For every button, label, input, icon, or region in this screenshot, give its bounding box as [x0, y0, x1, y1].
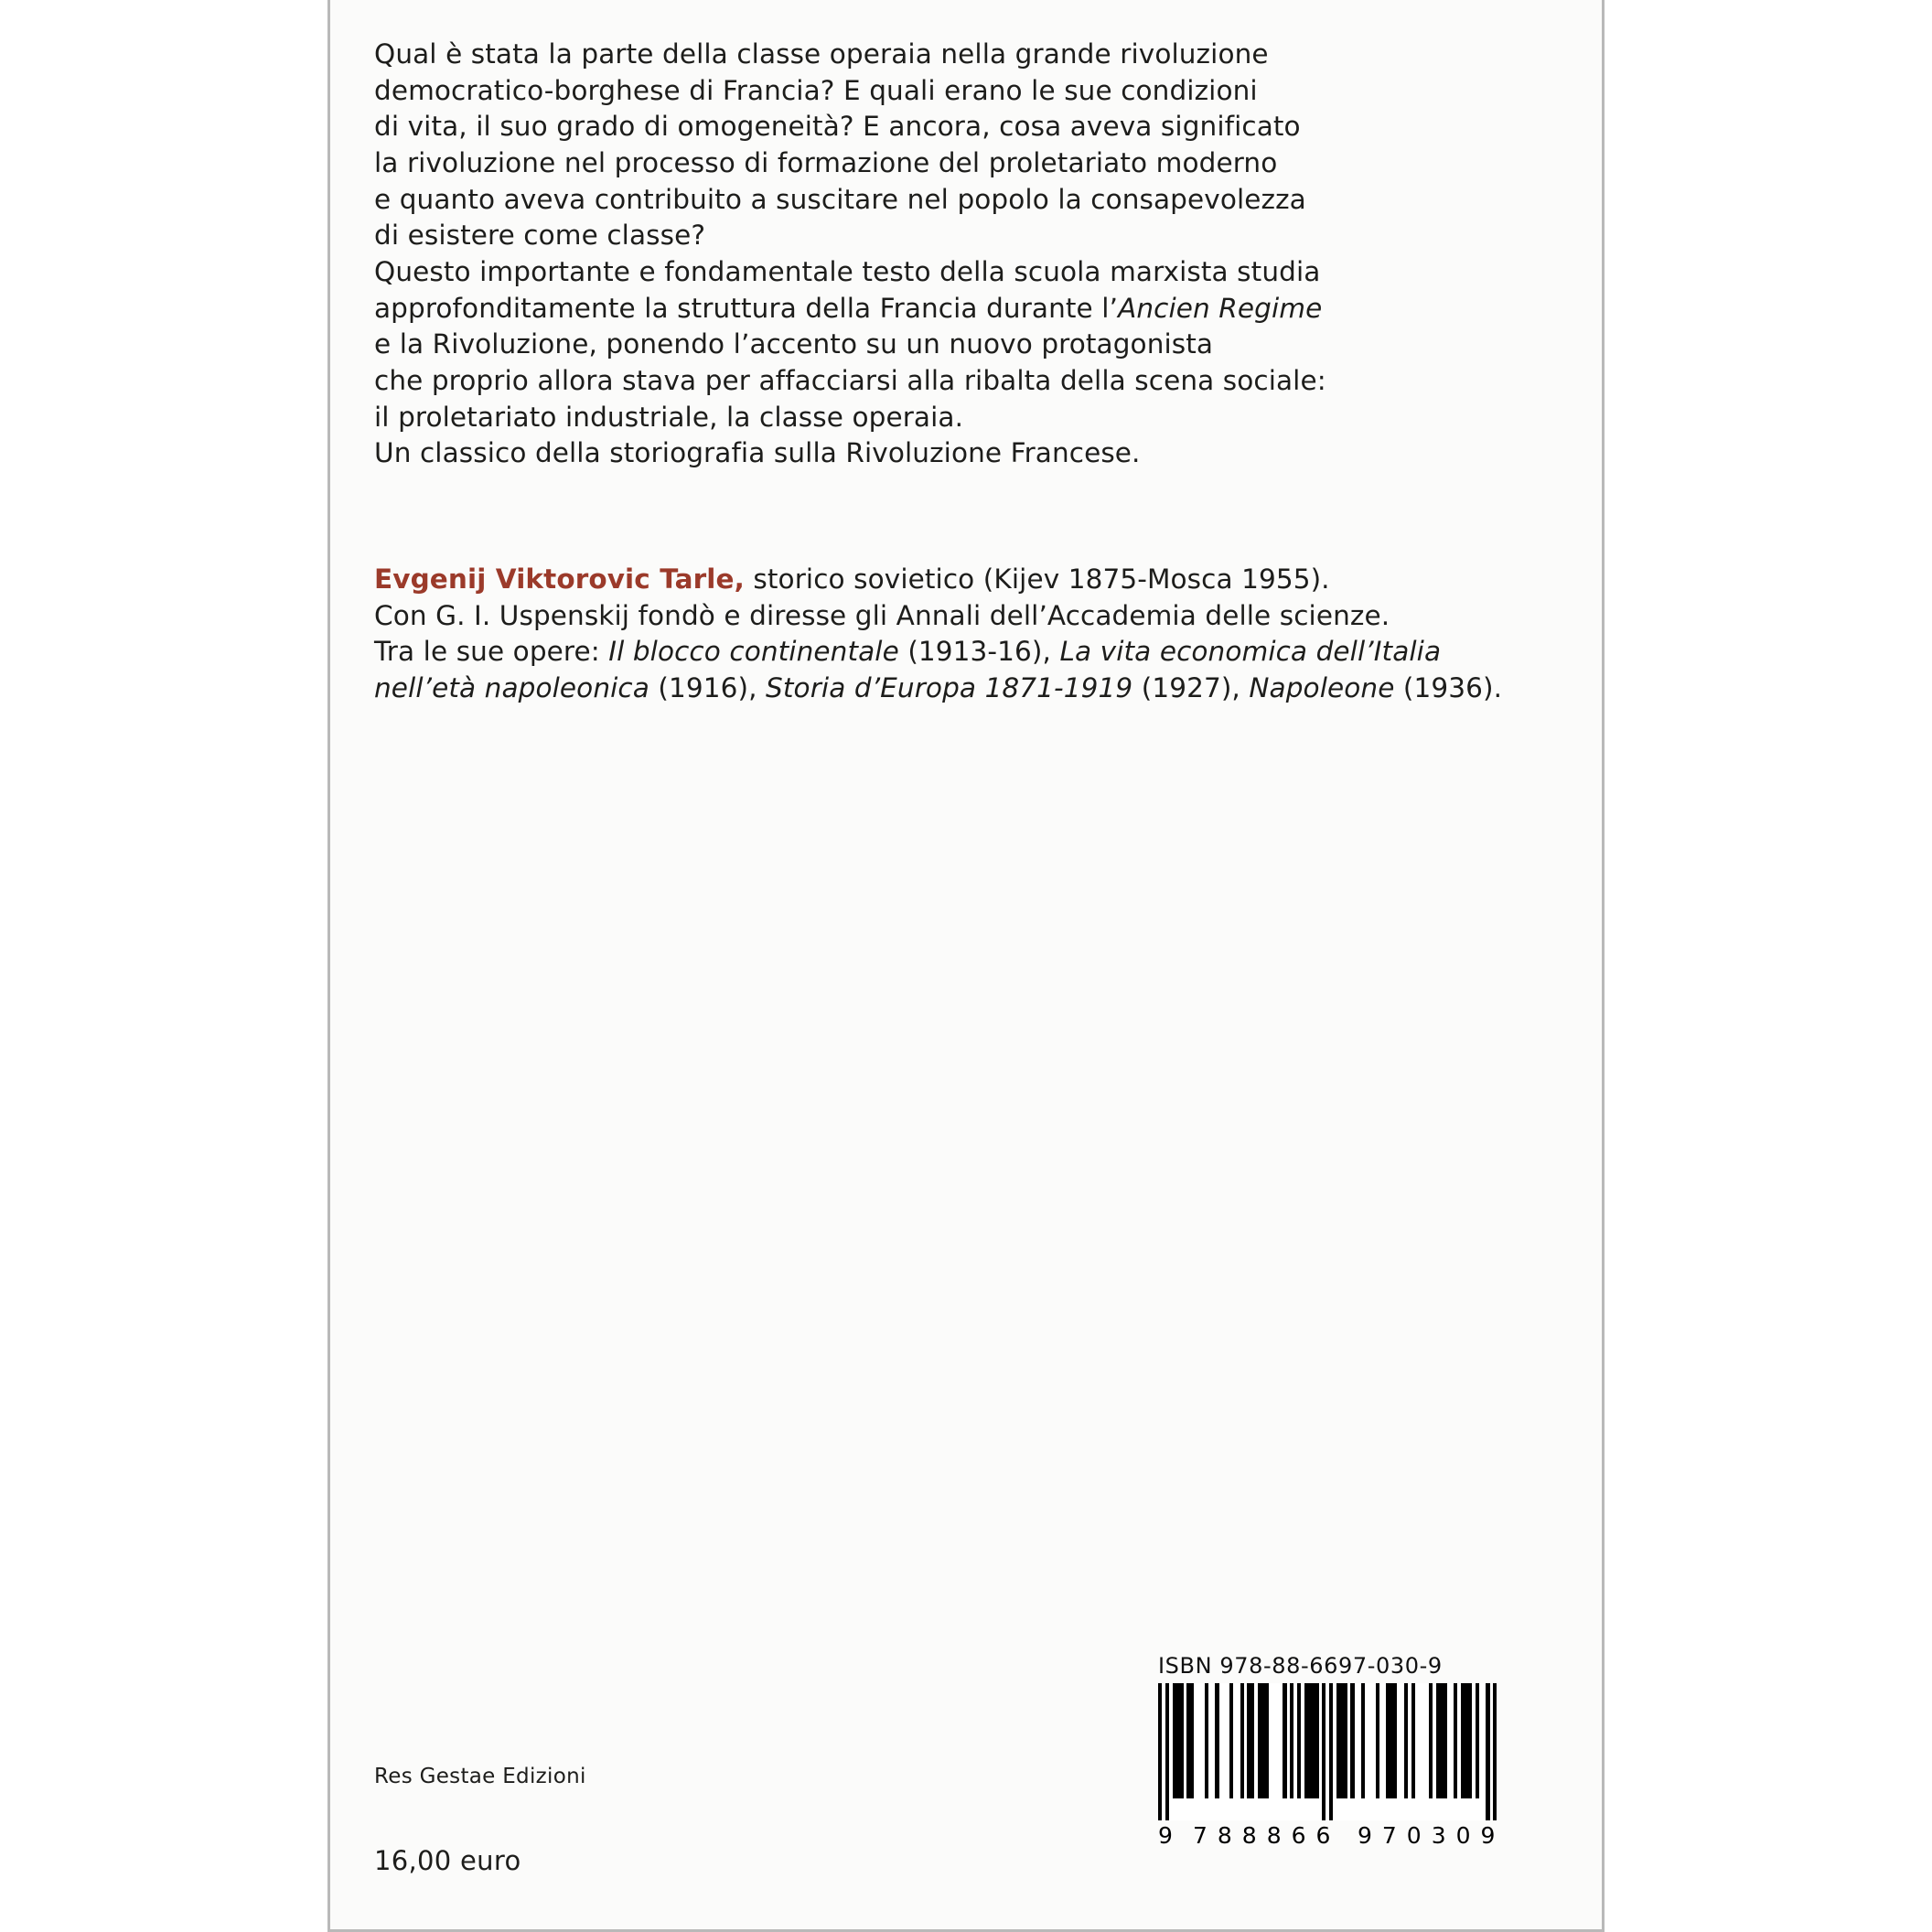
blurb-line: il proletariato industriale, la classe operaia. [374, 401, 964, 433]
author-descriptor: storico sovietico (Kijev 1875-Mosca 1955). [744, 564, 1330, 596]
blurb-line: di esistere come classe? [374, 220, 706, 252]
bio-line-author [374, 562, 1565, 598]
book-back-cover [327, 0, 1605, 1932]
bio-line-works-2 [374, 671, 1565, 707]
blurb-line: che proprio allora stava per affacciarsi alla ribalta della scena sociale: [374, 365, 1326, 397]
author-bio-block [374, 562, 1565, 707]
barcode-digit-lead: 9 [1158, 1822, 1173, 1849]
blurb-line-text: approfonditamente la struttura della Francia durante l’ [374, 292, 1119, 324]
author-name: Evgenij Viktorovic Tarle, [374, 564, 745, 596]
bio-line-annals: Con G. I. Uspenskij fondò e diresse gli Annali dell’Accademia delle scienze. [374, 599, 1390, 631]
bio-line-works-1 [374, 634, 1565, 671]
barcode-digits [1158, 1822, 1506, 1850]
work-date-4: (1927), [1132, 672, 1250, 704]
work-title-2: La vita economica dell’Italia [1059, 636, 1442, 668]
price-label: 16,00 euro [374, 1845, 521, 1876]
work-title-5: Napoleone [1249, 672, 1395, 704]
work-title-3: nell’età napoleonica [374, 672, 649, 704]
blurb-line: la rivoluzione nel processo di formazione del proletariato moderno [374, 147, 1278, 179]
blurb-line: e quanto aveva contribuito a suscitare nel popolo la consapevolezza [374, 183, 1306, 215]
work-date-3: (1916), [649, 672, 767, 704]
blurb-line: e la Rivoluzione, ponendo l’accento su un nuovo protagonista [374, 328, 1214, 360]
blurb-line: Questo importante e fondamentale testo della scuola marxista studia [374, 256, 1321, 288]
work-title-4: Storia d’Europa 1871-1919 [766, 672, 1133, 704]
blurb-line: Un classico della storiografia sulla Rivoluzione Francese. [374, 437, 1141, 469]
blurb-line: Qual è stata la parte della classe operaia nella grande rivoluzione [374, 38, 1269, 70]
blurb-line: democratico-borghese di Francia? E quali erano le sue condizioni [374, 74, 1258, 106]
barcode-digit-group-1: 788866 [1193, 1822, 1341, 1849]
blurb-paragraph [374, 37, 1565, 472]
work-date-5: (1936). [1394, 672, 1503, 704]
works-prefix: Tra le sue opere: [374, 636, 609, 668]
barcode-bars [1158, 1683, 1497, 1820]
work-title-1: Il blocco continentale [608, 636, 899, 668]
isbn-label: ISBN 978-88-6697-030-9 [1158, 1653, 1443, 1679]
italic-title-ancien-regime: Ancien Regime [1118, 292, 1323, 324]
publisher-name: Res Gestae Edizioni [374, 1765, 586, 1788]
work-date-1: (1913-16), [898, 636, 1060, 668]
barcode-block [1158, 1653, 1506, 1850]
blurb-line-with-italic [374, 291, 1565, 327]
back-cover-text-block [374, 37, 1565, 707]
barcode-digit-group-2: 970309 [1358, 1822, 1506, 1849]
blurb-line: di vita, il suo grado di omogeneità? E ancora, cosa aveva significato [374, 111, 1301, 143]
